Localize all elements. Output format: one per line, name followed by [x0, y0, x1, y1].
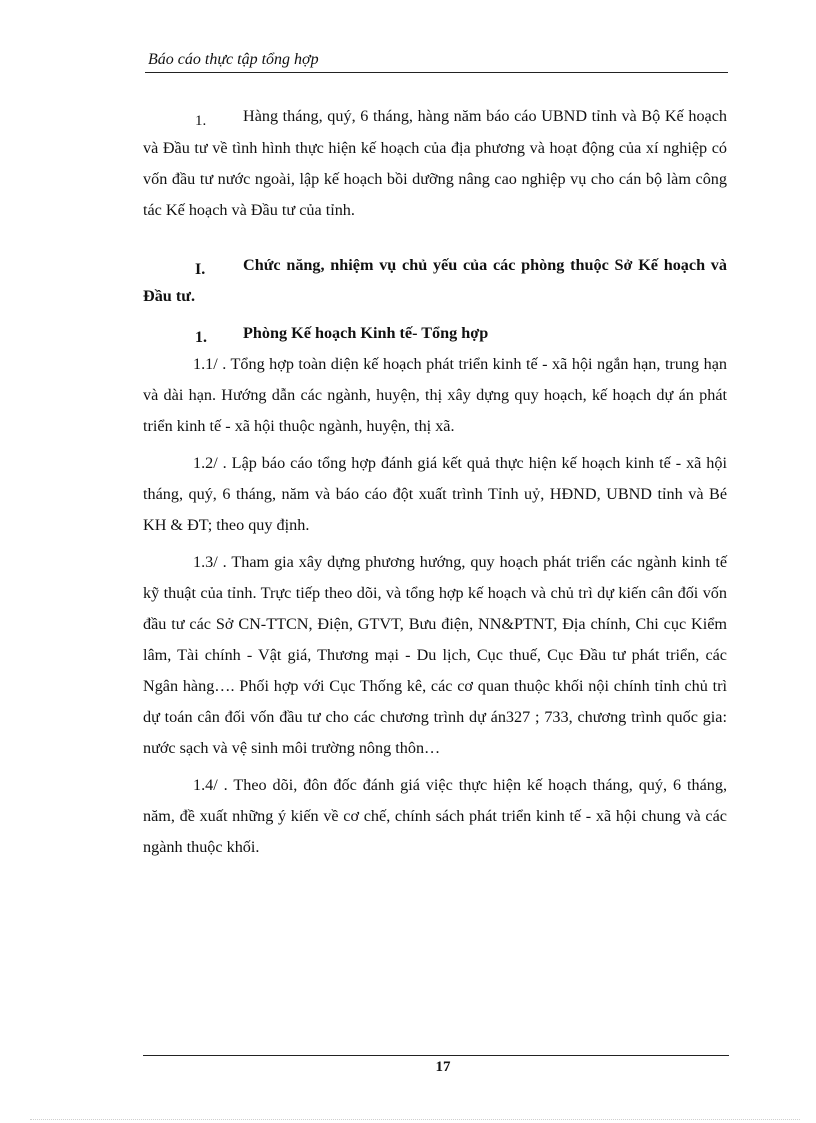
page-bottom-edge — [30, 1119, 800, 1120]
header-title: Báo cáo thực tập tổng hợp — [148, 51, 319, 68]
section-heading-number: I. — [195, 261, 206, 278]
spacer — [143, 226, 727, 250]
footer-divider — [143, 1055, 729, 1056]
page-number: 17 — [435, 1059, 451, 1075]
item-1-1: 1.1/ . Tổng hợp toàn diện kế hoạch phát triển kinh tế - xã hội ngắn hạn, trung hạn và dài hạn. Hướng dẫn các ngành, huyện, thị xây dựng quy hoạch, kế hoạch dự án phát triển kinh tế - xã hội thuộc ngành, huyện, thị xã. — [143, 355, 727, 435]
page-header — [145, 50, 728, 73]
paragraph-1-text: Hàng tháng, quý, 6 tháng, hàng năm báo cáo UBND tỉnh và Bộ Kế hoạch và Đầu tư về tình hình thực hiện kế hoạch của địa phương và hoạt động của xí nghiệp có vốn đầu tư nước ngoài, lập kế hoạch bồi dưỡng nâng cao nghiệp vụ cho cán bộ làm công tác Kế hoạch và Đầu tư của tỉnh. — [143, 107, 727, 219]
paragraph-1-number: 1. — [195, 113, 207, 129]
sub-heading-text: Phòng Kế hoạch Kinh tế- Tổng hợp — [243, 324, 489, 342]
sub-heading — [143, 318, 727, 349]
item-1-3: 1.3/ . Tham gia xây dựng phương hướng, quy hoạch phát triển các ngành kinh tế kỹ thuật của tỉnh. Trực tiếp theo dõi, và tổng hợp kế hoạch và chủ trì dự kiến cân đối vốn đầu tư các Sở CN-TTCN, Điện, GTVT, Bưu điện, NN&PTNT, Địa chính, Chi cục Kiểm lâm, Tài chính - Vật giá, Thương mại - Du lịch, Cục thuế, Cục Đầu tư phát triển, các Ngân hàng…. Phối hợp với Cục Thống kê, các cơ quan thuộc khối nội chính tỉnh chủ trì dự toán cân đối vốn đầu tư cho các chương trình dự án327 ; 733, chương trình quốc gia: nước sạch và vệ sinh môi trường nông thôn… — [143, 553, 727, 757]
paragraph-1 — [143, 101, 727, 226]
document-body — [143, 101, 727, 863]
item-1-2: 1.2/ . Lập báo cáo tổng hợp đánh giá kết quả thực hiện kế hoạch kinh tế - xã hội tháng, quý, 6 tháng, năm và báo cáo đột xuất trình Tỉnh uỷ, HĐND, UBND tỉnh và Bé KH & ĐT; theo quy định. — [143, 454, 727, 534]
item-1-4: 1.4/ . Theo dõi, đôn đốc đánh giá việc thực hiện kế hoạch tháng, quý, 6 tháng, năm, đề xuất những ý kiến về cơ chế, chính sách phát triển kinh tế - xã hội chung và các ngành thuộc khối. — [143, 776, 727, 856]
section-heading — [143, 250, 727, 312]
section-heading-text: Chức năng, nhiệm vụ chủ yếu của các phòng thuộc Sở Kế hoạch và Đầu tư. — [143, 256, 727, 305]
sub-heading-number: 1. — [195, 329, 207, 346]
